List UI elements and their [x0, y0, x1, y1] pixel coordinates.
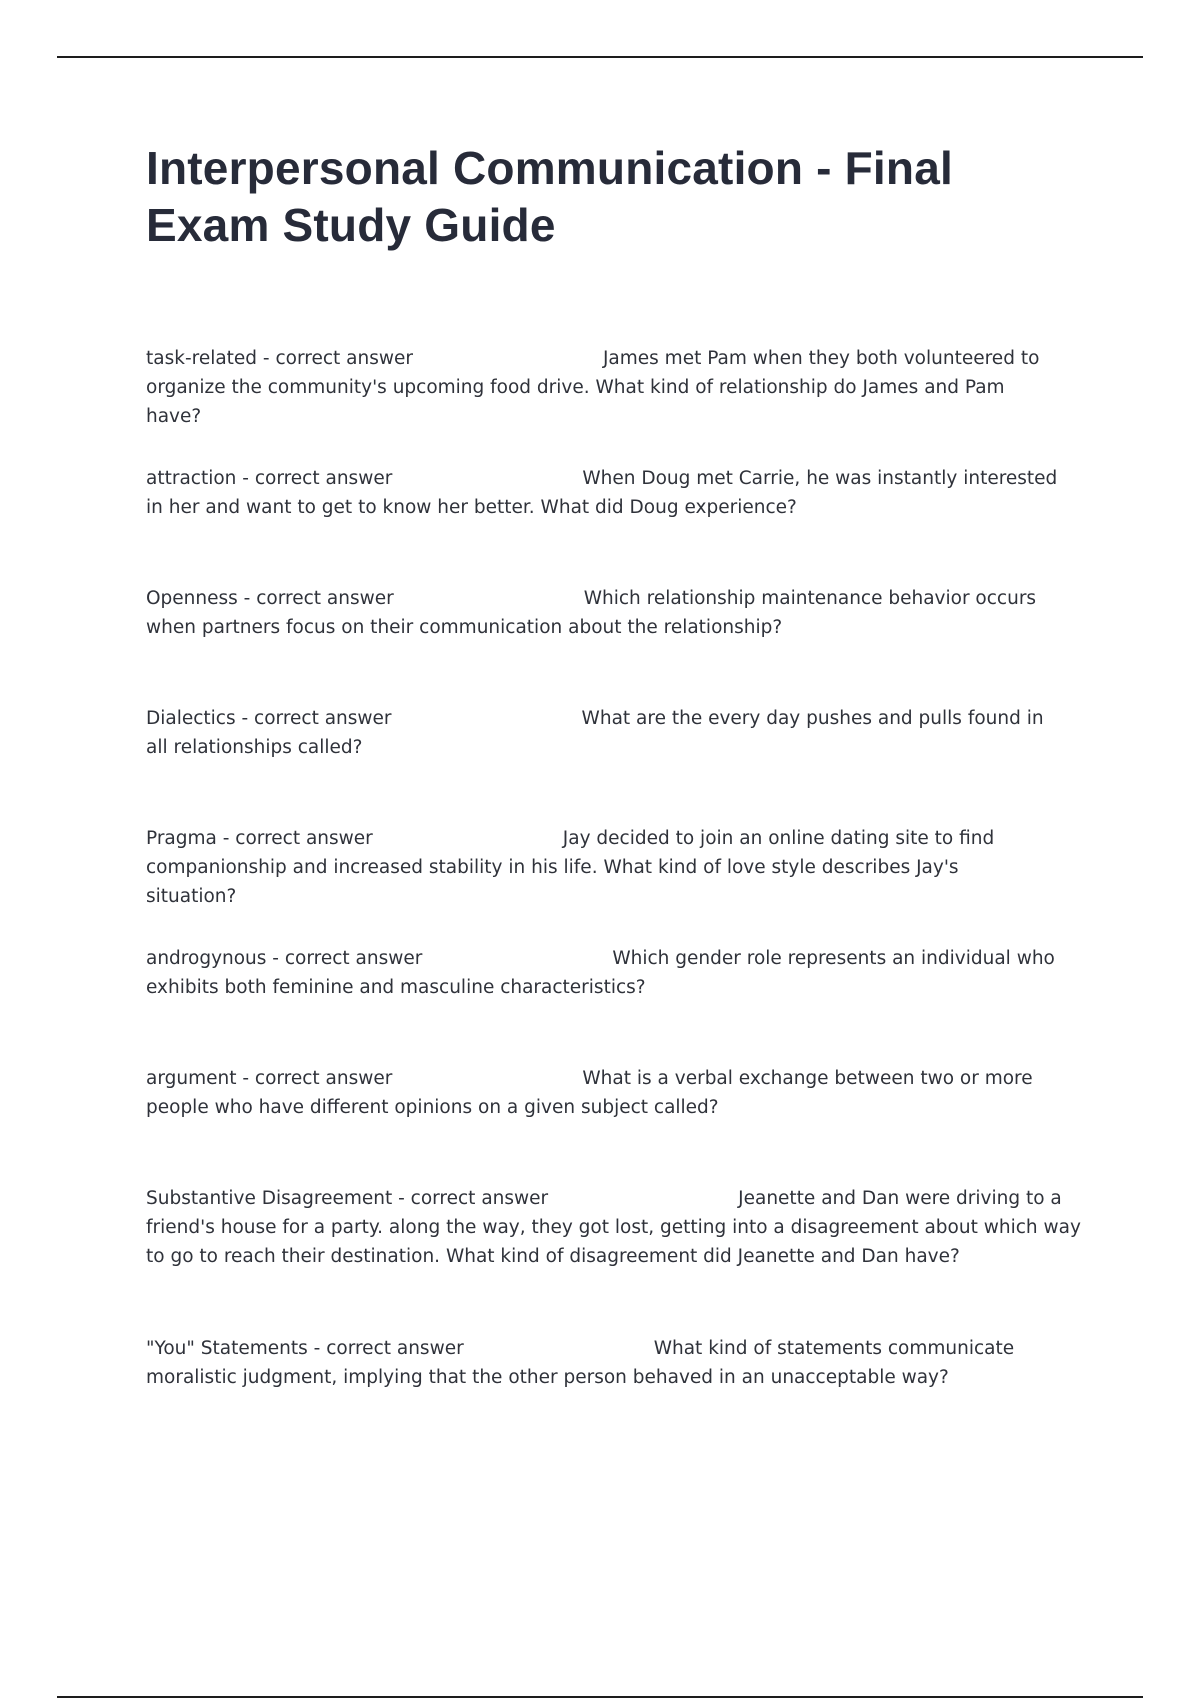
list-item [146, 344, 1046, 431]
list-item [146, 1334, 1046, 1392]
answer-text: "You" Statements - correct answer [146, 1338, 464, 1359]
page-title: Interpersonal Communication - Final Exam Study Guide [146, 142, 953, 251]
document-header [146, 140, 1086, 254]
question-text: Which gender role represents an individual who exhibits both feminine and masculine characteristics? [146, 948, 1055, 998]
answer-text: androgynous - correct answer [146, 948, 423, 969]
question-text: What are the every day pushes and pulls found in all relationships called? [146, 708, 1044, 758]
list-item [146, 464, 1076, 522]
answer-text: task-related - correct answer [146, 348, 413, 369]
answer-text: argument - correct answer [146, 1068, 393, 1089]
list-item [146, 1064, 1086, 1122]
question-text: Jay decided to join an online dating site to find companionship and increased stability in his life. What kind of love style describes Jay's situation? [146, 828, 995, 907]
top-divider [57, 56, 1143, 58]
answer-text: Substantive Disagreement - correct answer [146, 1188, 549, 1209]
question-text: Jeanette and Dan were driving to a friend's house for a party. along the way, they got lost, getting into a disagreement about which way to go to reach their destination. What kind of disagreement did Jeanette and Dan have? [146, 1188, 1081, 1267]
answer-text: Openness - correct answer [146, 588, 394, 609]
question-text: What kind of statements communicate moralistic judgment, implying that the other person behaved in an unacceptable way? [146, 1338, 1015, 1388]
question-text: When Doug met Carrie, he was instantly interested in her and want to get to know her better. What did Doug experience? [146, 468, 1058, 518]
answer-text: Pragma - correct answer [146, 828, 373, 849]
list-item [146, 704, 1066, 762]
question-text: What is a verbal exchange between two or more people who have different opinions on a given subject called? [146, 1068, 1033, 1118]
question-text: Which relationship maintenance behavior occurs when partners focus on their communication about the relationship? [146, 588, 1037, 638]
list-item [146, 584, 1086, 642]
list-item [146, 944, 1066, 1002]
question-text: James met Pam when they both volunteered to organize the community's upcoming food drive. What kind of relationship do James and Pam have? [146, 348, 1040, 427]
list-item [146, 1184, 1086, 1271]
list-item [146, 824, 1046, 911]
answer-text: attraction - correct answer [146, 468, 393, 489]
bottom-divider [57, 1696, 1143, 1698]
answer-text: Dialectics - correct answer [146, 708, 392, 729]
